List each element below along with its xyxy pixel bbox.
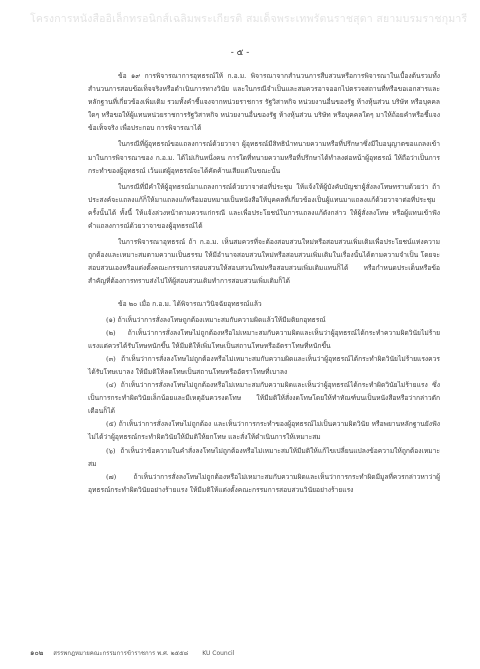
paragraph: ในการพิจารณาอุทธรณ์ ถ้า ก.อ.ม. เห็นสมควรที่จะต้องสอบสวนใหม่หรือสอบสวนเพิ่มเติมเพื่อประโยชน์แห่งความถูกต้องและเหมาะสมตามความเป็นธรรม ให้มีอำนาจสอบสวนใหม่หรือสอบสวนเพิ่มเติมในเรื่องนั้นได้ตามความจำเป็น โดยจะสอบสวนเองหรือแต่งตั้งคณะกรรมการสอบสวนให้สอบสวนใหม่หรือสอบสวนเพิ่มเติมแทนก็ได้ หรือกำหนดประเด็นหรือข้อสำคัญที่ต้องการทราบส่งไปให้ผู้สอบสวนเดิมทำการสอบสวนเพิ่มเติมก็ได้ [88, 238, 440, 286]
paragraph: ในกรณีที่มีคำให้ผู้อุทธรณ์มาแถลงการณ์ด้วยวาจาต่อที่ประชุม ให้แจ้งให้ผู้บังคับบัญชาผู้สั่งลงโทษทราบด้วยว่า ถ้าประสงค์จะแถลงแก้ก็ให้มาแถลงแก้หรือมอบหมายเป็นหนังสือให้บุคคลที่เกี่ยวข้องเป็นผู้แทนมาแถลงแก้ด้วยวาจาต่อที่ประชุมครั้งนั้นได้ ทั้งนี้ ให้แจ้งล่วงหน้าตามควรแก่กรณี และเพื่อประโยชน์ในการแถลงแก้ดังกล่าว ให้ผู้สั่งลงโทษ หรือผู้แทนเข้าฟังคำแถลงการณ์ด้วยวาจาของผู้อุทธรณ์ได้ [88, 182, 440, 231]
list-item: (๒) ถ้าเห็นว่าการสั่งลงโทษไม่ถูกต้องหรือไม่เหมาะสมกับความผิดและเห็นว่าผู้อุทธรณ์ได้กระทำความผิดวินัยไม่ร้ายแรงแต่ควรได้รับโทษหนักขึ้น ให้มีมติให้เพิ่มโทษเป็นสถานโทษหรืออัตราโทษที่หนักขึ้น [88, 328, 440, 350]
footer-council: KU Council [202, 650, 235, 657]
paragraph: ในกรณีที่ผู้อุทธรณ์ขอแถลงการณ์ด้วยวาจา ผู้อุทธรณ์มีสิทธินำทนายความหรือที่ปรึกษาซึ่งมีใบอนุญาตขอแถลงเข้ามาในการพิจารณาของ ก.อ.ม. ได้ไม่เกินหนึ่งคน การใดที่ทนายความหรือที่ปรึกษาได้ทำลงต่อหน้าผู้อุทธรณ์ ให้ถือว่าเป็นการกระทำของผู้อุทธรณ์ เว้นแต่ผู้อุทธรณ์จะได้คัดค้านเสียแต่ในขณะนั้น [88, 140, 440, 175]
footer-page-number: ๑๐๒ [30, 649, 44, 657]
document-body [88, 70, 440, 497]
list-item: (๕) ถ้าเห็นว่าการสั่งลงโทษไม่ถูกต้อง และเห็นว่าการกระทำของผู้อุทธรณ์ไม่เป็นความผิดวินัย หรือพยานหลักฐานยังฟังไม่ได้ว่าผู้อุทธรณ์กระทำผิดวินัยให้มีมติให้ยกโทษ และสั่งให้ดำเนินการให้เหมาะสม [88, 420, 440, 442]
list-item: (๑) ถ้าเห็นว่าการสั่งลงโทษถูกต้องเหมาะสมกับความผิดแล้วให้มีมติยกอุทธรณ์ [106, 315, 326, 324]
watermark-header: โครงการหนังสืออิเล็กทรอนิกส์เฉลิมพระเกียรติ สมเด็จพระเทพรัตนราชสุดา สยามบรมราชกุมารี [30, 13, 468, 25]
paragraph: ข้อ ๑๙ การพิจารณาการอุทธรณ์ให้ ก.อ.ม. พิจารณาจากสำนวนการสืบสวนหรือการพิจารณาในเบื้องต้นรวมทั้งสำนวนการสอบข้อเท็จจริงหรือดำเนินการทางวินัย และในกรณีจำเป็นและสมควรอาจออกไปตรวจสถานที่หรือขอเอกสารและหลักฐานที่เกี่ยวข้องเพิ่มเติม รวมทั้งคำชี้แจงจากหน่วยราชการ รัฐวิสาหกิจ หน่วยงานอื่นของรัฐ ห้างหุ้นส่วน บริษัท หรือบุคคลใดๆ หรือขอให้ผู้แทนหน่วยราชการรัฐวิสาหกิจ หน่วยงานอื่นของรัฐ ห้างหุ้นส่วน บริษัท หรือบุคคลใดๆ มาให้ถ้อยคำหรือชี้แจงข้อเท็จจริง เพื่อประกอบ การพิจารณาได้ [88, 72, 440, 133]
footer-book-title: สรรพกฎหมายคณะกรรมการข้าราชการ พ.ศ. ๒๕๕๘ [53, 650, 189, 657]
section-heading: ข้อ ๒๐ เมื่อ ก.อ.ม. ได้พิจารณาวินิจฉัยอุทธรณ์แล้ว [118, 299, 262, 308]
list-item: (๔) ถ้าเห็นว่าการสั่งลงโทษไม่ถูกต้องหรือไม่เหมาะสมกับความผิดและเห็นว่าผู้อุทธรณ์ได้กระทำผิดวินัยไม่ร้ายแรง ซึ่งเป็นการกระทำผิดวินัยเล็กน้อยและมีเหตุอันควรงดโทษ ให้มีมติให้สั่งงดโทษโดยให้ทำทัณฑ์บนเป็นหนังสือหรือว่ากล่าวตักเตือนก็ได้ [88, 381, 440, 416]
page-footer [30, 648, 234, 659]
list-item: (๗) ถ้าเห็นว่าการสั่งลงโทษไม่ถูกต้องหรือไม่เหมาะสมกับความผิดและเห็นว่าการกระทำผิดมีมูลที่ควรกล่าวหาว่าผู้อุทธรณ์กระทำผิดวินัยอย่างร้ายแรง ให้มีมติให้แต่งตั้งคณะกรรมการสอบสวนวินัยอย่างร้ายแรง [88, 472, 440, 494]
page-number: - ๕ - [230, 48, 250, 58]
list-item: (๓) ถ้าเห็นว่าการสั่งลงโทษไม่ถูกต้องหรือไม่เหมาะสมกับความผิดและเห็นว่าผู้อุทธรณ์ได้กระทำผิดวินัยไม่ร้ายแรงควรได้รับโทษเบาลง ให้มีมติให้ลดโทษเป็นสถานโทษหรืออัตราโทษที่เบาลง [88, 354, 440, 376]
list-item: (๖) ถ้าเห็นว่าข้อความในคำสั่งลงโทษไม่ถูกต้องหรือไม่เหมาะสมให้มีมติให้แก้ไขเปลี่ยนแปลงข้อความให้ถูกต้องเหมาะสม [88, 446, 440, 468]
